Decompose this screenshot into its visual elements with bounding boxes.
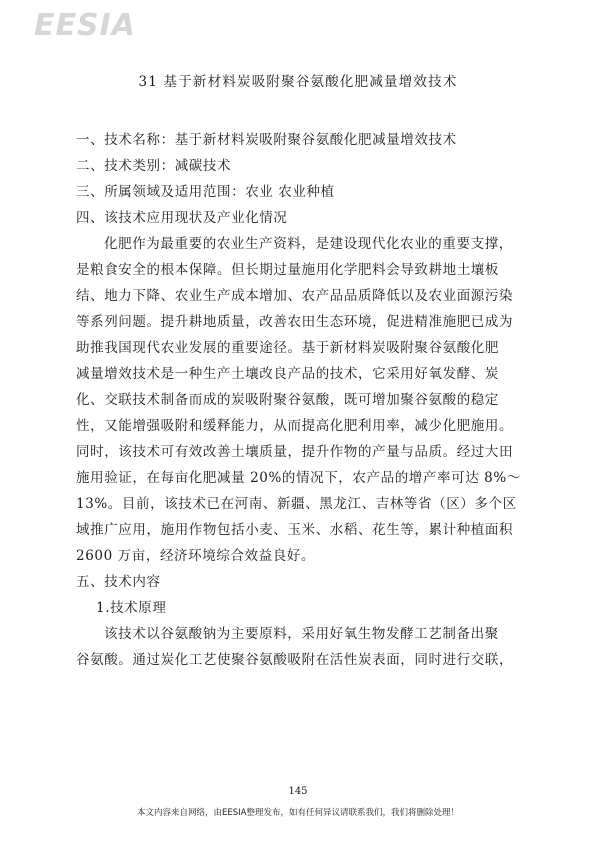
page-number: 145 xyxy=(288,786,308,797)
footer-notice: 本文内容来自网络，由EESIA整理发布，如有任何异议请联系我们，我们将删除处理！ xyxy=(137,808,459,818)
body-line: 四、该技术应用现状及产业化情况 xyxy=(76,210,288,226)
body-line: 结、地力下降、农业生产成本增加、农产品品质降低以及农业面源污染 xyxy=(76,288,514,304)
body-line: 等系列问题。提升耕地质量，改善农田生态环境，促进精准施肥已成为 xyxy=(76,314,514,330)
body-line: 2600 万亩，经济环境综合效益良好。 xyxy=(76,548,316,564)
body-line: 域推广应用，施用作物包括小麦、玉米、水稻、花生等，累计种植面积 xyxy=(76,522,514,538)
body-line: 同时，该技术可有效改善土壤质量，提升作物的产量与品质。经过大田 xyxy=(76,444,514,460)
document-body xyxy=(76,127,522,673)
body-line: 性，又能增强吸附和缓释能力，从而提高化肥利用率，减少化肥施用。 xyxy=(76,418,514,434)
page-title: 31 基于新材料炭吸附聚谷氨酸化肥减量增效技术 xyxy=(138,74,458,90)
body-line: 二、技术类别：减碳技术 xyxy=(76,158,232,174)
body-line: 1.技术原理 xyxy=(96,600,167,616)
body-line: 13%。目前，该技术已在河南、新疆、黑龙江、吉林等省（区）多个区 xyxy=(76,496,517,512)
body-line: 化肥作为最重要的农业生产资料，是建设现代化农业的重要支撑， xyxy=(104,236,513,252)
body-line: 施用验证，在每亩化肥减量 20%的情况下，农产品的增产率可达 8%～ xyxy=(76,470,521,486)
eesia-logo: EESIA xyxy=(34,8,136,43)
body-line: 减量增效技术是一种生产土壤改良产品的技术，它采用好氧发酵、炭 xyxy=(76,366,499,382)
body-line: 助推我国现代农业发展的重要途径。基于新材料炭吸附聚谷氨酸化肥 xyxy=(76,340,499,356)
body-line: 三、所属领域及适用范围：农业 农业种植 xyxy=(76,184,335,200)
body-line: 化、交联技术制备而成的炭吸附聚谷氨酸，既可增加聚谷氨酸的稳定 xyxy=(76,392,499,408)
body-line: 该技术以谷氨酸钠为主要原料，采用好氧生物发酵工艺制备出聚 xyxy=(104,626,499,642)
body-line: 一、技术名称：基于新材料炭吸附聚谷氨酸化肥减量增效技术 xyxy=(76,132,457,148)
body-line: 五、技术内容 xyxy=(76,574,161,590)
body-line: 谷氨酸。通过炭化工艺使聚谷氨酸吸附在活性炭表面，同时进行交联， xyxy=(76,652,514,668)
body-line: 是粮食安全的根本保障。但长期过量施用化学肥料会导致耕地土壤板 xyxy=(76,262,499,278)
